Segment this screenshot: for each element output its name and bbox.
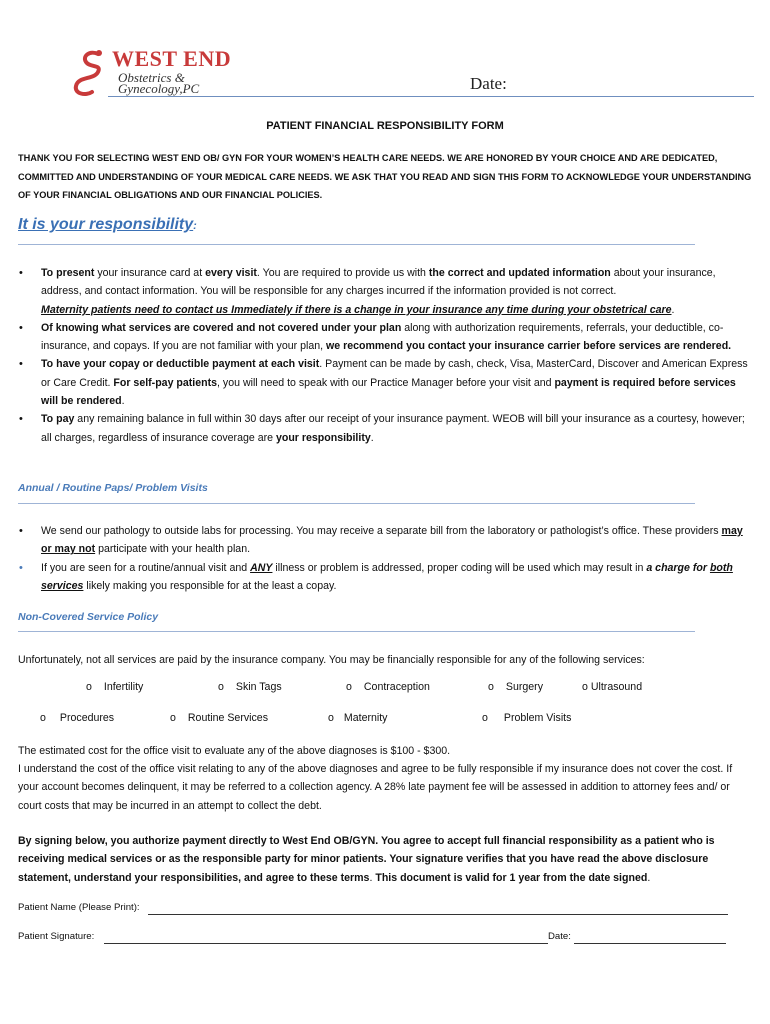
annual-list [18, 522, 753, 595]
annual-bullet-2-text-1: If you are seen for a routine/annual visit and [41, 561, 251, 574]
noncovered-rule [18, 631, 695, 632]
option-skin-tags [218, 681, 282, 693]
intro-line-2: COMMITTED AND UNDERSTANDING OF YOUR MEDICAL CARE NEEDS. WE ASK THAT YOU READ AND SIGN THIS FORM TO ACKNOWLEDGE YOUR UNDERSTANDING [18, 171, 752, 182]
authorize-bold-1: By signing below, you authorize payment directly to West End OB/GYN. You agree to accept full financial responsibility as a patient who is receiving medical services or as the responsible party for minor patients. Your signature verifies that you have read the above disclosure statement, understand your responsibilities, and agree to these terms [18, 835, 715, 884]
bullet-4-bold-1: To pay [41, 413, 75, 426]
bullet-icon: • [19, 321, 23, 334]
annual-bullet-1-text-1: We send our pathology to outside labs for processing. You may receive a separate bill from the laboratory or pathologist’s office. These providers [41, 525, 722, 537]
cost-line: The estimated cost for the office visit to evaluate any of the above diagnoses is $100 - $300. [18, 745, 451, 757]
authorize-mid: . [369, 871, 376, 884]
logo-name: WEST END [112, 46, 232, 71]
option-surgery [488, 681, 543, 693]
bullet-1-end: . [671, 303, 675, 316]
header-rule [108, 96, 754, 97]
bullet-icon: • [19, 525, 23, 537]
option-label: Skin Tags [235, 681, 282, 693]
bullet-3-bold-1: To have your copay or deductible payment at each visit [41, 358, 320, 371]
bullet-3-bold-3: payment is required before services will be rendered [41, 376, 736, 408]
bullet-icon: • [19, 267, 23, 279]
annual-bullet-2-text-2: illness or problem is addressed, proper coding will be used which may result in [272, 561, 647, 574]
bullet-icon: • [19, 358, 23, 371]
option-problem-visits [482, 712, 571, 724]
responsibility-heading-text: It is your responsibility [18, 216, 194, 233]
option-routine-services [170, 712, 268, 724]
option-procedures [40, 712, 114, 724]
authorize-paragraph [18, 832, 753, 887]
patient-signature-label: Patient Signature: [18, 931, 95, 942]
annual-bullet-1-underline: may or may not [41, 525, 743, 556]
annual-bullet-1-text-2: participate with your health plan. [95, 543, 251, 556]
circle-bullet-icon: o [86, 681, 92, 693]
circle-bullet-icon: o [218, 681, 224, 693]
noncovered-intro: Unfortunately, not all services are paid by the insurance company. You may be financially responsible for any of the following services: [18, 654, 645, 666]
option-infertility [86, 681, 143, 693]
bullet-1-bold-1: To present [41, 267, 95, 279]
noncovered-heading: Non-Covered Service Policy [18, 611, 159, 623]
circle-bullet-icon: o [582, 681, 588, 693]
option-label: Problem Visits [503, 712, 572, 724]
intro-paragraph [18, 149, 753, 205]
understand-paragraph: I understand the cost of the office visit relating to any of the above diagnoses and agree to be fully responsible if my insurance does not cover the cost. If your account becomes delinquent, it may be referred to a collection agency. A 28% late payment fee will be assessed in addition to attorney fees and/ or court costs that may be incurred in an attempt to collect the debt. [18, 763, 733, 812]
list-item [18, 355, 753, 410]
bullet-3-text-2: , you will need to speak with our Practice Manager before your visit and [217, 376, 555, 389]
circle-bullet-icon: o [482, 712, 488, 724]
annual-bullet-2-text-3: likely making you responsible for at the least a copay. [83, 579, 337, 592]
authorize-bold-2: This document is valid for 1 year from the date signed [375, 871, 648, 884]
option-label: Ultrasound [590, 681, 643, 693]
bullet-3-text-3: . [121, 395, 125, 408]
header-date-label: Date: [470, 74, 507, 93]
circle-bullet-icon: o [328, 712, 334, 724]
circle-bullet-icon: o [40, 712, 46, 724]
bullet-1-bold-2: every visit [205, 267, 257, 279]
bullet-3-bold-2: For self-pay patients [113, 376, 218, 389]
patient-name-label: Patient Name (Please Print): [18, 902, 140, 913]
responsibility-list [18, 264, 753, 447]
option-maternity [328, 712, 387, 724]
annual-bullet-2-any: ANY [250, 561, 273, 574]
list-item [18, 559, 753, 596]
bullet-1-text-2: . You are required to provide us with [256, 267, 429, 279]
responsibility-heading [18, 216, 197, 234]
authorize-end: . [647, 871, 651, 884]
intro-line-1: THANK YOU FOR SELECTING WEST END OB/ GYN FOR YOUR WOMEN’S HEALTH CARE NEEDS. WE ARE HONORED BY YOUR CHOICE AND ARE DEDICATED, [18, 153, 718, 163]
signature-date-field[interactable] [574, 943, 726, 944]
bullet-3-text-1: . Payment can be made by cash, check, Visa, MasterCard, Discover and American Express or Care Credit. [41, 358, 748, 389]
annual-rule [18, 503, 695, 504]
bullet-1-text-1: your insurance card at [94, 267, 206, 279]
signature-date-label: Date: [548, 931, 571, 942]
logo-subtitle-2: Gynecology,PC [118, 81, 200, 96]
option-label: Surgery [505, 681, 543, 693]
bullet-2-bold-2: we recommend you contact your insurance carrier before services are rendered. [326, 340, 732, 353]
option-label: Maternity [343, 712, 388, 724]
responsibility-heading-suffix: : [193, 220, 197, 232]
option-label: Procedures [59, 712, 115, 724]
bullet-icon: • [19, 413, 23, 426]
bullet-1-maternity-note: Maternity patients need to contact us Immediately if there is a change in your insurance any time during your obstetrical care [41, 303, 672, 316]
bullet-4-bold-2: your responsibility [275, 431, 371, 444]
option-label: Contraception [363, 681, 430, 693]
form-title: PATIENT FINANCIAL RESPONSIBILITY FORM [266, 120, 504, 132]
circle-bullet-icon: o [346, 681, 352, 693]
circle-bullet-icon: o [488, 681, 494, 693]
list-item [18, 522, 753, 559]
list-item [18, 410, 753, 447]
option-label: Routine Services [187, 712, 268, 724]
bullet-1-text-3: about your insurance, address, and contact information. You will be responsible for any charges incurred if the information provided is not correct. [41, 267, 716, 298]
patient-name-field[interactable] [148, 914, 728, 915]
bullet-2-text-1: along with authorization requirements, referrals, your deductible, co-insurance, and copays. If you are not familiar with your plan, [41, 321, 724, 353]
circle-bullet-icon: o [170, 712, 176, 724]
logo-mark-icon [68, 48, 112, 98]
option-label: Infertility [103, 681, 144, 693]
intro-line-3: OF YOUR FINANCIAL OBLIGATIONS AND OUR FINANCIAL POLICIES. [18, 190, 323, 200]
list-item [18, 264, 753, 319]
logo-subtitle-1: Obstetrics & [118, 70, 185, 85]
list-item [18, 319, 753, 356]
patient-signature-field[interactable] [104, 943, 548, 944]
bullet-1-bold-3: the correct and updated information [428, 267, 611, 279]
bullet-icon: • [19, 561, 23, 574]
option-ultrasound [582, 681, 642, 693]
annual-bullet-2-both: both services [41, 561, 733, 592]
bullet-2-bold-1: Of knowing what services are covered and not covered under your plan [41, 321, 402, 334]
bullet-4-text-2: . [370, 431, 374, 444]
responsibility-rule [18, 244, 695, 245]
option-contraception [346, 681, 430, 693]
annual-bullet-2-charge: a charge for [646, 561, 710, 574]
annual-heading: Annual / Routine Paps/ Problem Visits [18, 482, 208, 494]
bullet-4-text-1: any remaining balance in full within 30 days after our receipt of your insurance payment. WEOB will bill your insurance as a courtesy, however; all charges, regardless of insurance coverage are [41, 413, 745, 444]
practice-logo [66, 48, 266, 98]
